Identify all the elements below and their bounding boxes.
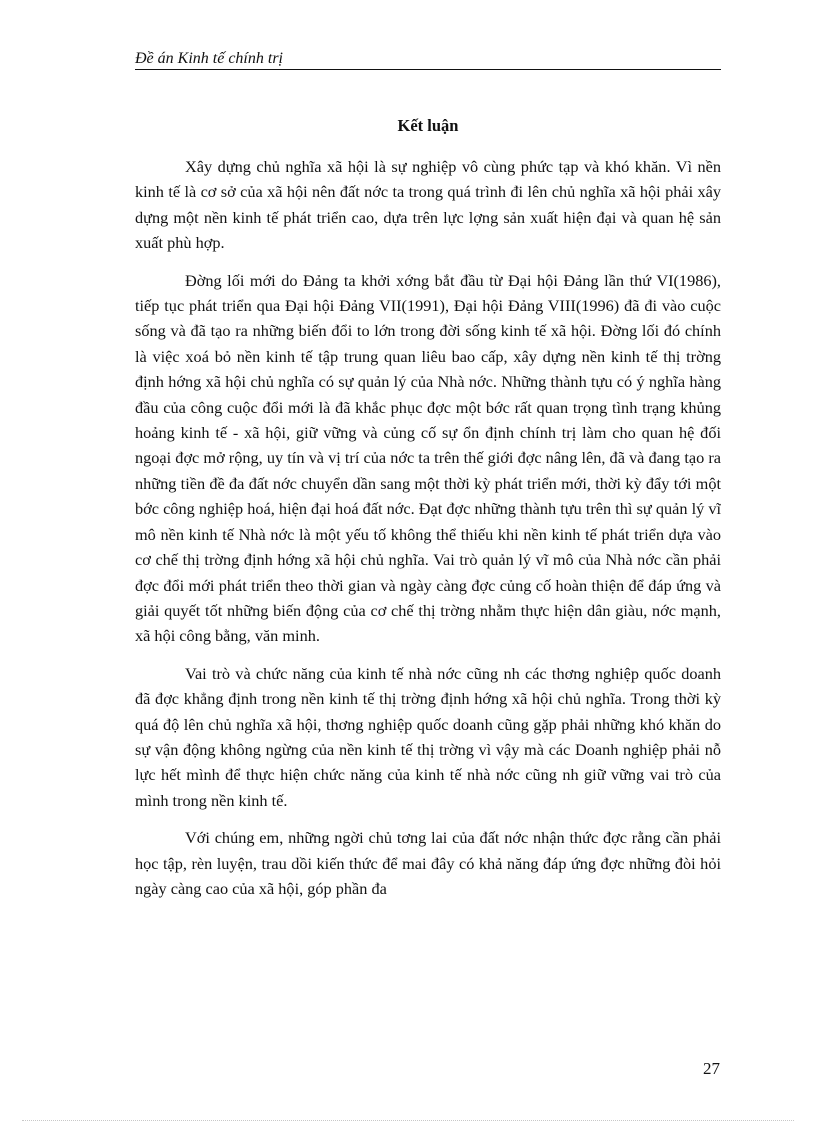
page-bottom-divider <box>22 1120 794 1121</box>
paragraph-4: Với chúng em, những ngời chủ tơng lai của đất nớc nhận thức đợc rằng cần phải học tập, rèn luyện, trau dồi kiến thức để mai đây có khả năng đáp ứng đợc những đòi hỏi ngày càng cao của xã hội, góp phần đa <box>135 828 721 898</box>
page-number: 27 <box>703 1059 720 1078</box>
running-title: Đề án Kinh tế chính trị <box>135 50 283 67</box>
section-title: Kết luận <box>397 116 459 135</box>
paragraph-3: Vai trò và chức năng của kinh tế nhà nớc cũng nh các thơng nghiệp quốc doanh đã đợc khẳng định trong nền kinh tế thị trờng định hớng xã hội chủ nghĩa. Trong thời kỳ quá độ lên chủ nghĩa xã hội, thơng nghiệp quốc doanh cũng gặp phải những khó khăn do sự vận động không ngừng của nền kinh tế thị trờng vì vậy mà các Doanh nghiệp phải nỗ lực hết mình để thực hiện chức năng của kinh tế nhà nớc cũng nh giữ vững vai trò của mình trong nền kinh tế. <box>135 663 721 810</box>
paragraph-1: Xây dựng chủ nghĩa xã hội là sự nghiệp vô cùng phức tạp và khó khăn. Vì nền kinh tế là cơ sở của xã hội nên đất nớc ta trong quá trình đi lên chủ nghĩa xã hội phải xây dựng một nền kinh tế phát triển cao, dựa trên lực lợng sản xuất hiện đại và quan hệ sản xuất phù hợp. <box>135 157 721 253</box>
paragraph-2: Đờng lối mới do Đảng ta khởi xớng bắt đầu từ Đại hội Đảng lần thứ VI(1986), tiếp tục phát triển qua Đại hội Đảng VII(1991), Đại hội Đảng VIII(1996) đã đi vào cuộc sống và đã tạo ra những biến đổi to lớn trong đời sống kinh tế xã hội. Đờng lối đó chính là việc xoá bỏ nền kinh tế tập trung quan liêu bao cấp, xây dựng nền kinh tế thị trờng định hớng xã hội chủ nghĩa có sự quản lý của Nhà nớc. Những thành tựu có ý nghĩa hàng đầu của công cuộc đổi mới là đã khắc phục đợc một bớc rất quan trọng tình trạng khủng hoảng kinh tế - xã hội, giữ vững và củng cố sự ổn định chính trị làm cho quan hệ đối ngoại đợc mở rộng, uy tín và vị trí của nớc ta trên thế giới đợc nâng lên, đã và đang tạo ra những tiền đề đa đất nớc chuyển dần sang một thời kỳ phát triển mới, thời kỳ đẩy tới một bớc công nghiệp hoá, hiện đại hoá đất nớc. Đạt đợc những thành tựu trên thì sự quản lý vĩ mô nền kinh tế Nhà nớc là một yếu tố không thể thiếu khi nền kinh tế phát triển dựa vào cơ chế thị trờng định hớng xã hội chủ nghĩa. Vai trò quản lý vĩ mô của Nhà nớc cần phải đợc đổi mới phát triển theo thời gian và ngày càng đợc củng cố hoàn thiện để đáp ứng và giải quyết tốt những biến động của cơ chế thị trờng nhằm thực hiện dân giàu, nớc mạnh, xã hội công bằng, văn minh. <box>135 270 721 646</box>
running-header <box>135 49 721 70</box>
body-text <box>135 154 721 1002</box>
